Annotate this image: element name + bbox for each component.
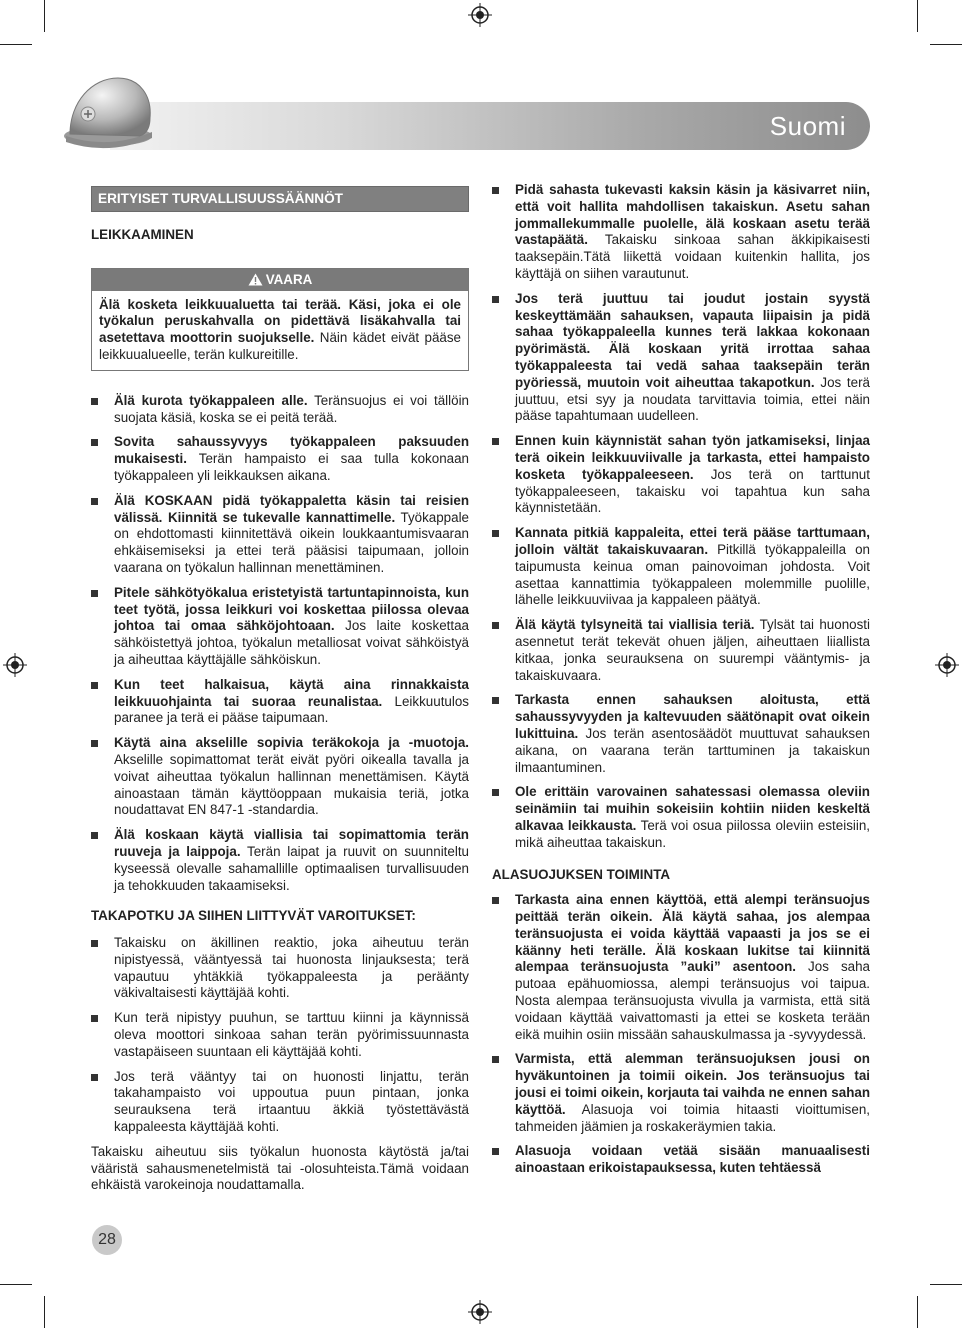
warning-title-text: VAARA [265, 271, 313, 287]
list-item: Jos terä vääntyy tai on huonosti linjattu, terän takahampaisto voi uppoutua puun pintaan, jonka seurauksena terä irtaantuu äkkiä työstettävästä kappaleesta käyttäjää kohti. [91, 1069, 469, 1136]
warning-bold-text: Älä kosketa leikkuualuetta tai terää. Käsi, joka ei ole työkalun peruskahvalla on pidettävä lisäkahvalla tai asetettava moottorin suojukselle. [99, 296, 461, 346]
list-item: Kun terä nipistyy puuhun, se tarttuu kiinni ja käynnissä oleva moottori sinkoaa sahan terän pyörimissuunnasta vastapäiseen suuntaan eli käyttäjää kohti. [91, 1010, 469, 1060]
list-item: Varmista, että alemman teränsuojuksen jousi on hyväkuntoinen ja toimii oikein. Jos teränsuojus tai jousi ei toimi oikein, korjauta tai vaihda ne ennen sahan käyttöä. Alasuoja voi toimia hitaasti vioittumisen, tahmeiden jäämien ja roskakeräymien takia. [492, 1051, 870, 1135]
subheading-lower-guard: ALASUOJUKSEN TOIMINTA [492, 867, 671, 883]
subheading-cutting: LEIKKAAMINEN [91, 226, 194, 242]
list-item: Älä käytä tylsyneitä tai viallisia teriä. Tylsät tai huonosti asennetut terät tekevät ohuen jäljen, aiheuttaen liiallista kitkaa, jonka seurauksena on suurempi vääntymis- ja takaiskuvaara. [492, 617, 870, 684]
registration-mark-icon [468, 3, 492, 27]
warning-normal-text: Näin kädet eivät pääse leikkuualueelle, terän kulkureitille. [99, 330, 461, 362]
crop-mark [0, 1284, 32, 1285]
list-item: Ole erittäin varovainen sahatessasi olemassa oleviin seinämiin tai muihin sokeisiin kohtiin niiden keskeltä alkavaa leikkausta. Terä voi osua piilossa oleviin esteisiin, mikä aiheuttaa takaiskun. [492, 784, 870, 851]
list-item: Ennen kuin käynnistät sahan työn jatkamiseksi, linjaa terä oikein leikkuuviivalle ja tarkasta, ettei hampaisto kosketa työkappaleeseen. Jos terä on tarttunut työkappaleeseen, takaisku voi tapahtua kun saha käynnistetään. [492, 433, 870, 517]
registration-mark-icon [468, 1300, 492, 1324]
warning-body [92, 291, 468, 370]
warning-box [91, 268, 469, 371]
right-column [492, 182, 870, 1185]
crop-mark [930, 44, 962, 45]
language-header-bar [110, 102, 870, 150]
crop-mark [917, 0, 918, 32]
registration-mark-icon [3, 653, 27, 677]
helmet-icon [62, 72, 162, 152]
warning-title [92, 269, 468, 291]
list-item: Käytä aina akselille sopivia teräkokoja ja -muotoja. Akselille sopimattomat terät eivät pyöri oikealla tavalla ja voivat aiheuttaa työkalun hallinnan menettämisen. Käytä ainoastaan tämän käyttöoppaan mukaisia teriä, jotka noudattavat EN 847-1 -standardia. [91, 735, 469, 819]
header-title: Suomi [769, 111, 846, 141]
list-item: Tarkasta aina ennen käyttöä, että alempi teränsuojus peittää terän oikein. Älä käytä sahaa, jos alempaa teränsuojusta ei voida käyttää vapaasti ja jos se ei käänny heti terälle. Älä koskaan lukitse tai kiinnitä alempaa teränsuojusta ”auki” asentoon. Jos saha putoaa epähuomiossa, alempi teränsuojus voi taipua. Nosta alempaa teränsuojusta vivulla ja varmista, että sitä voidaan käyttää vaivattomasti ja ettei se kosketa terään eikä muihin osiin missään sahauskulmassa ja -syvyydessä. [492, 892, 870, 1043]
section-title: ERITYISET TURVALLISUUSSÄÄNNÖT [91, 186, 469, 212]
crop-mark [917, 1296, 918, 1328]
subheading-kickback: TAKAPOTKU JA SIIHEN LIITTYVÄT VAROITUKSET: [91, 908, 416, 924]
registration-mark-icon [935, 653, 959, 677]
kickback-prevention-list [492, 182, 870, 851]
list-item: Sovita sahaussyvyys työkappaleen paksuuden mukaisesti. Terän hampaisto ei saa tulla kokonaan työkappaleen yli leikkauksen aikana. [91, 434, 469, 484]
list-item: Pidä sahasta tukevasti kaksin käsin ja käsivarret niin, että voit hallita mahdollisen takaiskun. Asetu sahan jommallekummalle puolelle, älä koskaan asetu terää vastapäätä. Takaisku sinkoaa sahan äkkipikaisesti taaksepäin.Tätä liikettä voidaan kuitenkin hallita, jos käyttäjä on siihen varautunut. [492, 182, 870, 283]
list-item: Kannata pitkiä kappaleita, ettei terä pääse tarttumaan, jolloin vältät takaiskuvaaran. Pitkillä työkappaleilla on taipumusta keinua oman painovoiman johdosta. Voit asettaa kannattimia työkappaleen molemmille puolille, lähelle leikkuuviivaa ja kappaleen päätyä. [492, 525, 870, 609]
crop-mark [44, 0, 45, 32]
warning-triangle-icon [248, 273, 263, 286]
list-item: Takaisku on äkillinen reaktio, joka aiheutuu terän nipistyessä, vääntyessä tai huonosta linjauksesta; terä vapautuu yhtäkkiä työkappaleesta ja peräänty väkivaltaisesti käyttäjää kohti. [91, 935, 469, 1002]
list-item: Pitele sähkötyökalua eristetyistä tartuntapinnoista, kun teet työtä, jossa leikkuri voi koskettaa piilossa olevaa johtoa tai omaa sähköjohtoaan. Jos laite koskettaa sähköistettyä johtoa, työkalun metalliosat voivat sähköistyä ja aiheuttaa käyttäjälle sähköiskun. [91, 585, 469, 669]
lower-guard-list [492, 892, 870, 1177]
list-item: Älä kurota työkappaleen alle. Teränsuojus ei voi tällöin suojata käsiä, koska se ei peitä terää. [91, 393, 469, 427]
kickback-bullet-list [91, 935, 469, 1136]
list-item: Älä koskaan käytä viallisia tai sopimattomia terän ruuveja ja laippoja. Terän laipat ja ruuvit on suunniteltu kyseessä olevalle sahamallille optimaalisen turvallisuuden ja tehokkuuden takaamiseksi. [91, 827, 469, 894]
list-item: Alasuoja voidaan vetää sisään manuaalisesti ainoastaan erikoistapauksessa, kuten tehtäessä [492, 1143, 870, 1177]
crop-mark [930, 1284, 962, 1285]
list-item: Jos terä juuttuu tai joudut jostain syystä keskeyttämään sahauksen, vapauta liipaisin ja pidä sahaa työkappaleella kunnes terä lakkaa kokonaan pyörimästä. Älä koskaan yritä irrottaa sahaa työkappaleesta tai vedä sahaa taaksepäin terän pyöriessä, muutoin voit aiheuttaa takapotkun. Jos terä juuttuu, etsi syy ja noudata tarvittavia toimia, ettei näin pääse tapahtumaan uudelleen. [492, 291, 870, 425]
kickback-closing-paragraph: Takaisku aiheutuu siis työkalun huonosta käytöstä ja/tai vääristä sahausmenetelmistä tai -olosuhteista.Tämä voidaan ehkäistä varokeinoja noudattamalla. [91, 1143, 469, 1193]
page-number: 28 [92, 1225, 122, 1255]
left-column [91, 186, 469, 1194]
crop-mark [44, 1296, 45, 1328]
list-item: Kun teet halkaisua, käytä aina rinnakkaista leikkuuohjainta tai suoraa reunalistaa. Leikkuutulos paranee ja terä ei pääse taipumaan. [91, 677, 469, 727]
crop-mark [0, 44, 32, 45]
list-item: Älä KOSKAAN pidä työkappaletta käsin tai reisien välissä. Kiinnitä se tukevalle kannattimelle. Työkappale on ehdottomasti kiinnitettävä oikein loukkaantumisvaaran ehkäisemiseksi ja ettei terä pääsisi taipumaan, jolloin vaarana on työkalun hallinnan menettäminen. [91, 493, 469, 577]
list-item: Tarkasta ennen sahauksen aloitusta, että sahaussyvyyden ja kaltevuuden säätönapit ovat oikein lukittuina. Jos terän asentosäädöt muuttuvat sahauksen aikana, on vaarana terän tarttuminen ja takaiskun ilmaantuminen. [492, 692, 870, 776]
cutting-bullet-list [91, 393, 469, 895]
